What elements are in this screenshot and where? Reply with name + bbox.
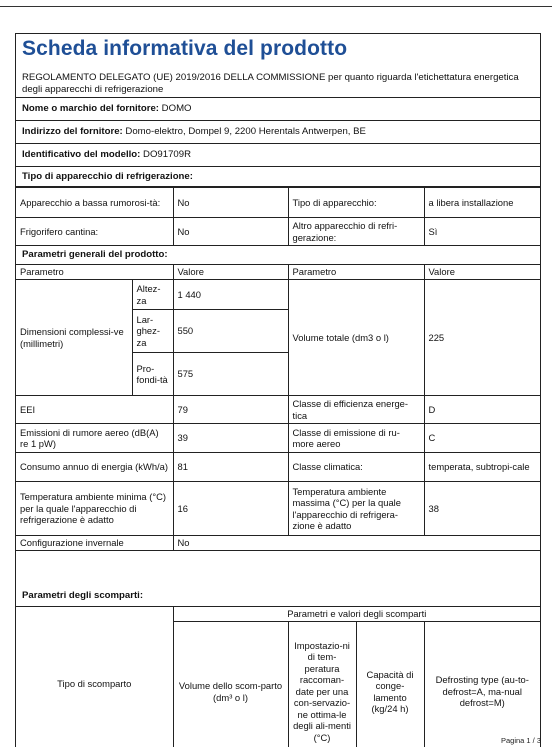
regulation-text: REGOLAMENTO DELEGATO (UE) 2019/2016 DELLA COMMISSIONE per quanto riguarda l'etichettatura energetica degli apparecchi di refrigerazione <box>22 72 519 95</box>
defrosting-type-header: Defrosting type (au-to-defrost=A, ma-nual defrost=M) <box>424 622 540 747</box>
recommended-temp-header: Impostazio-ni di tem-peratura raccoman-date per una con-servazio-ne ottima-le degli ali-menti (°C) <box>288 622 356 747</box>
general-section-heading: Parametri generali del prodotto: <box>22 249 168 260</box>
dimensions-label: Dimensioni complessi-ve (millimetri) <box>16 280 132 396</box>
eei-label: EEI <box>16 396 173 424</box>
low-noise-value: No <box>173 188 288 218</box>
table-row <box>16 482 540 536</box>
compartment-volume-header: Volume dello scom-parto (dm³ o l) <box>173 622 288 747</box>
model-row <box>16 144 540 167</box>
appliance-type-label: Tipo di apparecchio: <box>288 188 424 218</box>
other-appliance-value: Sì <box>424 218 540 246</box>
energy-class-value: D <box>424 396 540 424</box>
table-header-row <box>16 607 540 622</box>
climate-class-value: temperata, subtropi-cale <box>424 453 540 482</box>
model-value: DO91709R <box>143 149 192 160</box>
max-temp-value: 38 <box>424 482 540 536</box>
eei-value: 79 <box>173 396 288 424</box>
table-row <box>16 218 540 246</box>
value-header: Valore <box>173 265 288 280</box>
appliance-type-table <box>16 187 540 246</box>
table-row <box>16 396 540 424</box>
table-row <box>16 280 540 310</box>
noise-class-value: C <box>424 424 540 453</box>
energy-class-label: Classe di efficienza energe-tica <box>288 396 424 424</box>
width-value: 550 <box>173 310 288 353</box>
depth-value: 575 <box>173 353 288 396</box>
depth-label: Pro-fondi-tà <box>132 353 173 396</box>
height-value: 1 440 <box>173 280 288 310</box>
top-rule <box>0 6 552 7</box>
model-label: Identificativo del modello: <box>22 149 141 160</box>
min-temp-value: 16 <box>173 482 288 536</box>
total-volume-label: Volume totale (dm3 o l) <box>288 280 424 396</box>
value-header: Valore <box>424 265 540 280</box>
compartment-section-row <box>16 587 540 607</box>
type-section-row <box>16 167 540 187</box>
annual-energy-label: Consumo annuo di energia (kWh/a) <box>16 453 173 482</box>
general-parameters-table <box>16 264 540 551</box>
parameter-header: Parametro <box>288 265 424 280</box>
max-temp-label: Temperatura ambiente massima (°C) per la quale l'apparecchio di refrigera-zione è adatto <box>288 482 424 536</box>
winter-setting-label: Configurazione invernale <box>16 536 173 551</box>
wine-cooler-label: Frigorifero cantina: <box>16 218 173 246</box>
min-temp-label: Temperatura ambiente minima (°C) per la quale l'apparecchio di refrigerazione è adatto <box>16 482 173 536</box>
address-row <box>16 121 540 144</box>
freezing-capacity-header: Capacità di conge-lamento (kg/24 h) <box>356 622 424 747</box>
noise-emission-value: 39 <box>173 424 288 453</box>
width-label: Lar-ghez-za <box>132 310 173 353</box>
table-row <box>16 453 540 482</box>
type-section-heading: Tipo di apparecchio di refrigerazione: <box>22 171 193 182</box>
title-block <box>16 34 540 98</box>
winter-setting-value: No <box>173 536 540 551</box>
address-value: Domo-elektro, Dompel 9, 2200 Herentals Antwerpen, BE <box>125 126 366 137</box>
compartment-section-heading: Parametri degli scomparti: <box>22 590 144 601</box>
page-number: Pagina 1 / 3 <box>500 736 541 745</box>
page-title: Scheda informativa del prodotto <box>22 37 348 60</box>
supplier-value: DOMO <box>161 103 192 114</box>
supplier-label: Nome o marchio del fornitore: <box>22 103 159 114</box>
climate-class-label: Classe climatica: <box>288 453 424 482</box>
general-section-row <box>16 245 540 265</box>
supplier-row <box>16 98 540 121</box>
wine-cooler-value: No <box>173 218 288 246</box>
appliance-type-value: a libera installazione <box>424 188 540 218</box>
compartment-parameters-table <box>16 606 540 747</box>
compartment-type-header: Tipo di scomparto <box>16 607 173 747</box>
noise-emission-label: Emissioni di rumore aereo (dB(A) re 1 pW) <box>16 424 173 453</box>
table-row <box>16 536 540 551</box>
parameter-header: Parametro <box>16 265 173 280</box>
noise-class-label: Classe di emissione di ru-more aereo <box>288 424 424 453</box>
total-volume-value: 225 <box>424 280 540 396</box>
low-noise-label: Apparecchio a bassa rumorosi-tà: <box>16 188 173 218</box>
address-label: Indirizzo del fornitore: <box>22 126 123 137</box>
annual-energy-value: 81 <box>173 453 288 482</box>
other-appliance-label: Altro apparecchio di refri-gerazione: <box>288 218 424 246</box>
height-label: Altez-za <box>132 280 173 310</box>
table-header-row <box>16 265 540 280</box>
compartment-group-header: Parametri e valori degli scomparti <box>173 607 540 622</box>
product-information-sheet <box>15 33 541 747</box>
table-row <box>16 188 540 218</box>
table-row <box>16 424 540 453</box>
